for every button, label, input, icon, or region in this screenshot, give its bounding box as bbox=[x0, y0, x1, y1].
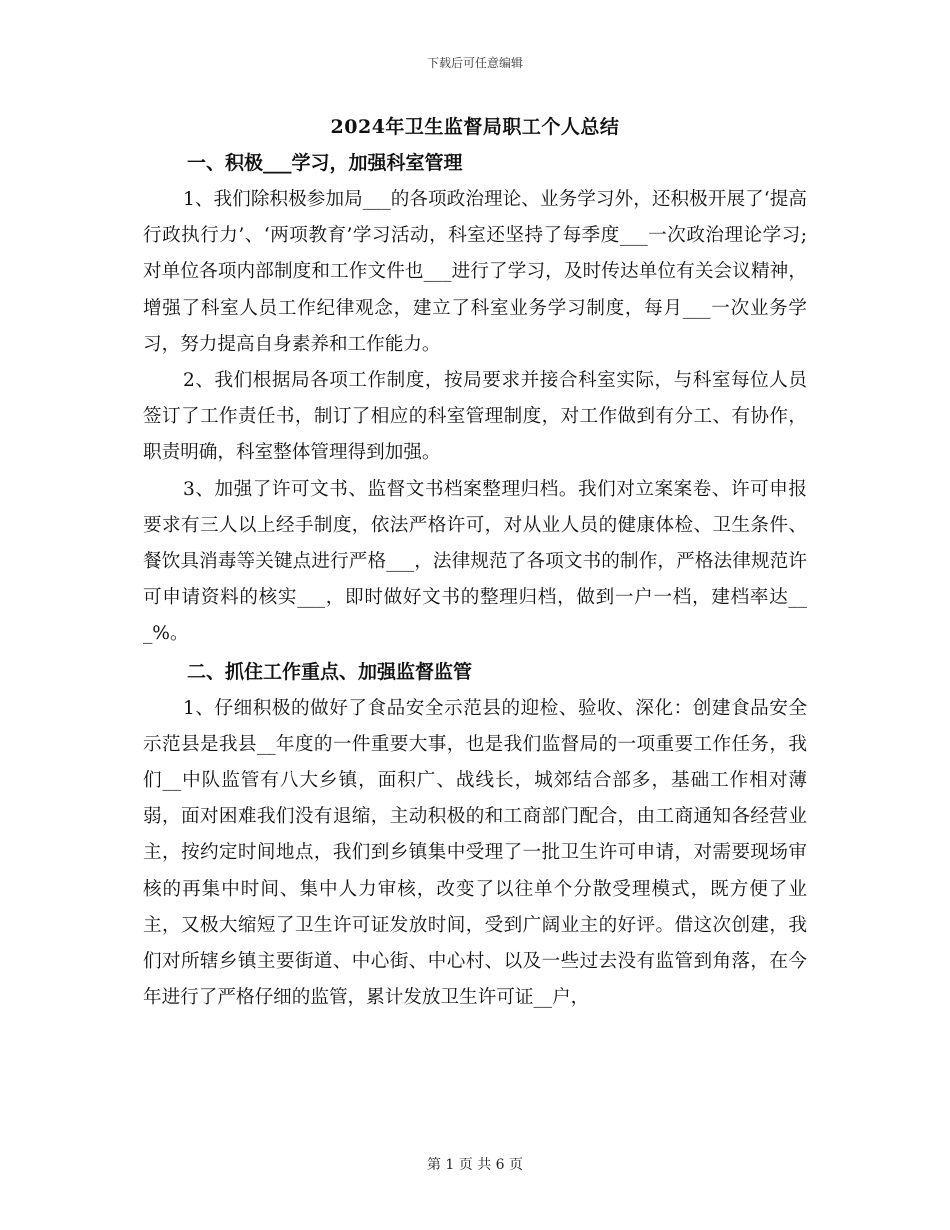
paragraph-1-2: 2、我们根据局各项工作制度，按局要求并接合科室实际，与科室每位人员签订了工作责任书，制订了相应的科室管理制度，对工作做到有分工、有协作，职责明确，科室整体管理得到加强。 bbox=[143, 370, 807, 464]
section-heading-1: 一、积极___学习，加强科室管理 bbox=[187, 152, 463, 174]
paragraph-1-3: 3、加强了许可文书、监督文书档案整理归档。我们对立案案卷、许可申报要求有三人以上经手制度，依法严格许可，对从业人员的健康体检、卫生条件、餐饮具消毒等关键点进行严格___，法律规范了各项文书的制作，严格法律规范许可申请资料的核实___，即时做好文书的整理归档，做到一户一档，建档率达___%。 bbox=[143, 478, 807, 645]
section-heading-2: 二、抓住工作重点、加强监督监管 bbox=[187, 660, 473, 683]
document-title: 2024年卫生监督局职工个人总结 bbox=[330, 116, 620, 138]
paragraph-1-1: 1、我们除积极参加局___的各项政治理论、业务学习外，还积极开展了‘提高行政执行力’、‘两项教育’学习活动，科室还坚持了每季度___一次政治理论学习;对单位各项内部制度和工作文件也___进行了学习，及时传达单位有关会议精神，增强了科室人员工作纪律观念，建立了科室业务学习制度，每月___一次业务学习，努力提高自身素养和工作能力。 bbox=[143, 189, 807, 355]
page-number: 第 1 页 共 6 页 bbox=[426, 1157, 524, 1173]
paragraph-2-1: 1、仔细积极的做好了食品安全示范县的迎检、验收、深化：创建食品安全示范县是我县__年度的一件重要大事，也是我们监督局的一项重要工作任务，我们__中队监管有八大乡镇，面积广、战线长，城郊结合部多，基础工作相对薄弱，面对困难我们没有退缩，主动积极的和工商部门配合，由工商通知各经营业主，按约定时间地点，我们到乡镇集中受理了一批卫生许可申请，对需要现场审核的再集中时间、集中人力审核，改变了以往单个分散受理模式，既方便了业主，又极大缩短了卫生许可证发放时间，受到广阔业主的好评。借这次创建，我们对所辖乡镇主要街道、中心街、中心村、以及一些过去没有监管到角落，在今年进行了严格仔细的监管，累计发放卫生许可证__户， bbox=[143, 697, 807, 1009]
download-note: 下载后可任意编辑 bbox=[426, 56, 523, 70]
document-body bbox=[143, 144, 807, 1016]
